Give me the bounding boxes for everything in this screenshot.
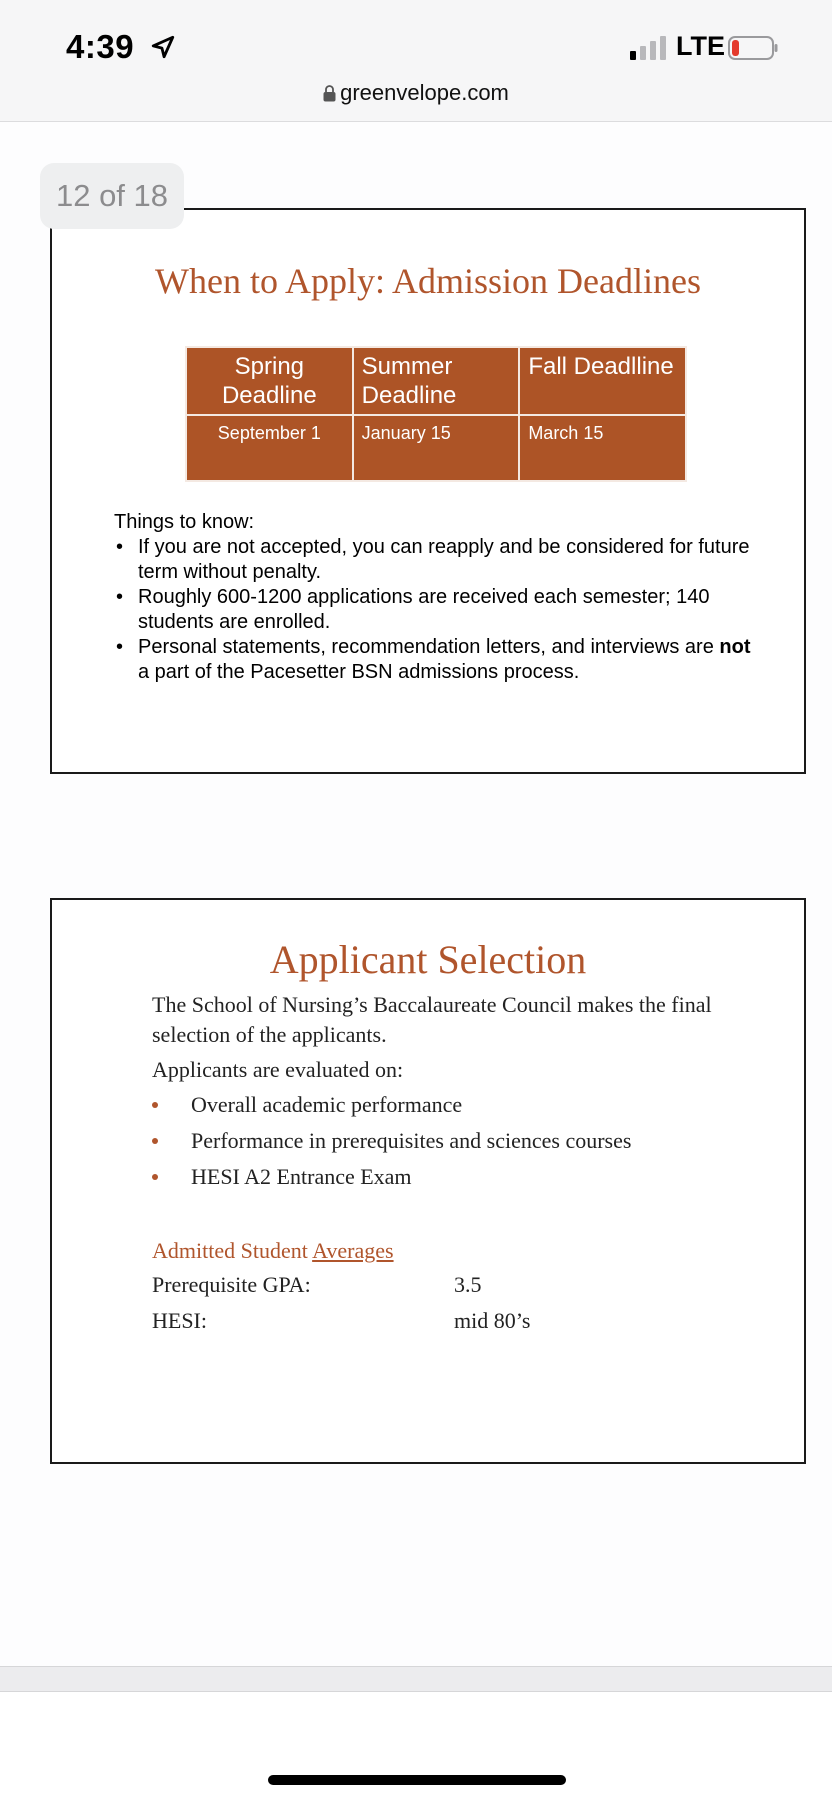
bullet-icon: •	[116, 586, 124, 608]
list-item	[152, 1092, 752, 1128]
things-heading: Things to know:	[114, 511, 255, 533]
table-header-row	[186, 347, 686, 415]
table-header-cell: Spring Deadline	[186, 347, 353, 415]
table-cell: January 15	[353, 415, 520, 481]
location-arrow-icon	[150, 34, 176, 60]
page-counter: 12 of 18	[40, 163, 184, 229]
cellular-signal-icon	[630, 36, 668, 60]
evaluation-intro: Applicants are evaluated on:	[152, 1057, 404, 1082]
list-item	[114, 585, 764, 635]
list-item-text: If you are not accepted, you can reapply and be considered for future term without penalty.	[138, 536, 750, 583]
things-list	[114, 535, 764, 685]
slide-title: Applicant Selection	[269, 937, 587, 982]
selection-paragraph: The School of Nursing’s Baccalaureate Council makes the final selection of the applicants.	[152, 992, 712, 1047]
bullet-icon	[152, 1174, 158, 1180]
stat-label: HESI:	[152, 1308, 207, 1333]
list-item	[114, 535, 764, 585]
bottom-toolbar	[0, 1666, 832, 1692]
bullet-icon	[152, 1102, 158, 1108]
status-time: 4:39	[66, 28, 135, 65]
averages-heading	[152, 1238, 394, 1264]
slide-title: When to Apply: Admission Deadlines	[155, 261, 701, 301]
list-item	[152, 1128, 752, 1164]
stat-value: mid 80’s	[454, 1308, 531, 1333]
list-item-text: Performance in prerequisites and sciences courses	[191, 1128, 632, 1153]
slide-applicant-selection	[50, 898, 806, 1464]
table-header-cell: Summer Deadline	[353, 347, 520, 415]
list-item	[152, 1164, 752, 1200]
url-text: greenvelope.com	[340, 80, 509, 105]
table-header-cell: Fall Deadlline	[519, 347, 686, 415]
table-row	[186, 415, 686, 481]
list-item-text: Roughly 600-1200 applications are received each semester; 140 students are enrolled.	[138, 586, 710, 633]
list-item-text-post: a part of the Pacesetter BSN admissions process.	[138, 661, 580, 683]
bullet-icon: •	[116, 536, 124, 558]
deadline-table	[185, 346, 687, 482]
list-item-text-pre: Personal statements, recommendation letters, and interviews are	[138, 636, 714, 658]
bullet-icon	[152, 1138, 158, 1144]
slide-admission-deadlines	[50, 208, 806, 774]
list-item	[114, 635, 764, 685]
browser-chrome	[0, 0, 832, 122]
list-item-text: HESI A2 Entrance Exam	[191, 1164, 412, 1189]
carrier-label: LTE	[676, 31, 725, 61]
stat-value: 3.5	[454, 1272, 482, 1297]
address-bar[interactable]	[0, 80, 832, 106]
table-cell: September 1	[186, 415, 353, 481]
criteria-list	[152, 1092, 752, 1200]
table-cell: March 15	[519, 415, 686, 481]
list-item-emphasis: not	[719, 636, 751, 658]
things-to-know	[114, 510, 764, 685]
battery-low-icon	[728, 36, 778, 60]
list-item-text: Overall academic performance	[191, 1092, 463, 1117]
averages-label: Admitted Student	[152, 1238, 308, 1263]
home-indicator[interactable]	[268, 1775, 566, 1785]
bullet-icon: •	[116, 636, 124, 658]
lock-icon	[323, 85, 336, 102]
averages-label-underlined: Averages	[312, 1238, 394, 1263]
stat-label: Prerequisite GPA:	[152, 1272, 311, 1297]
